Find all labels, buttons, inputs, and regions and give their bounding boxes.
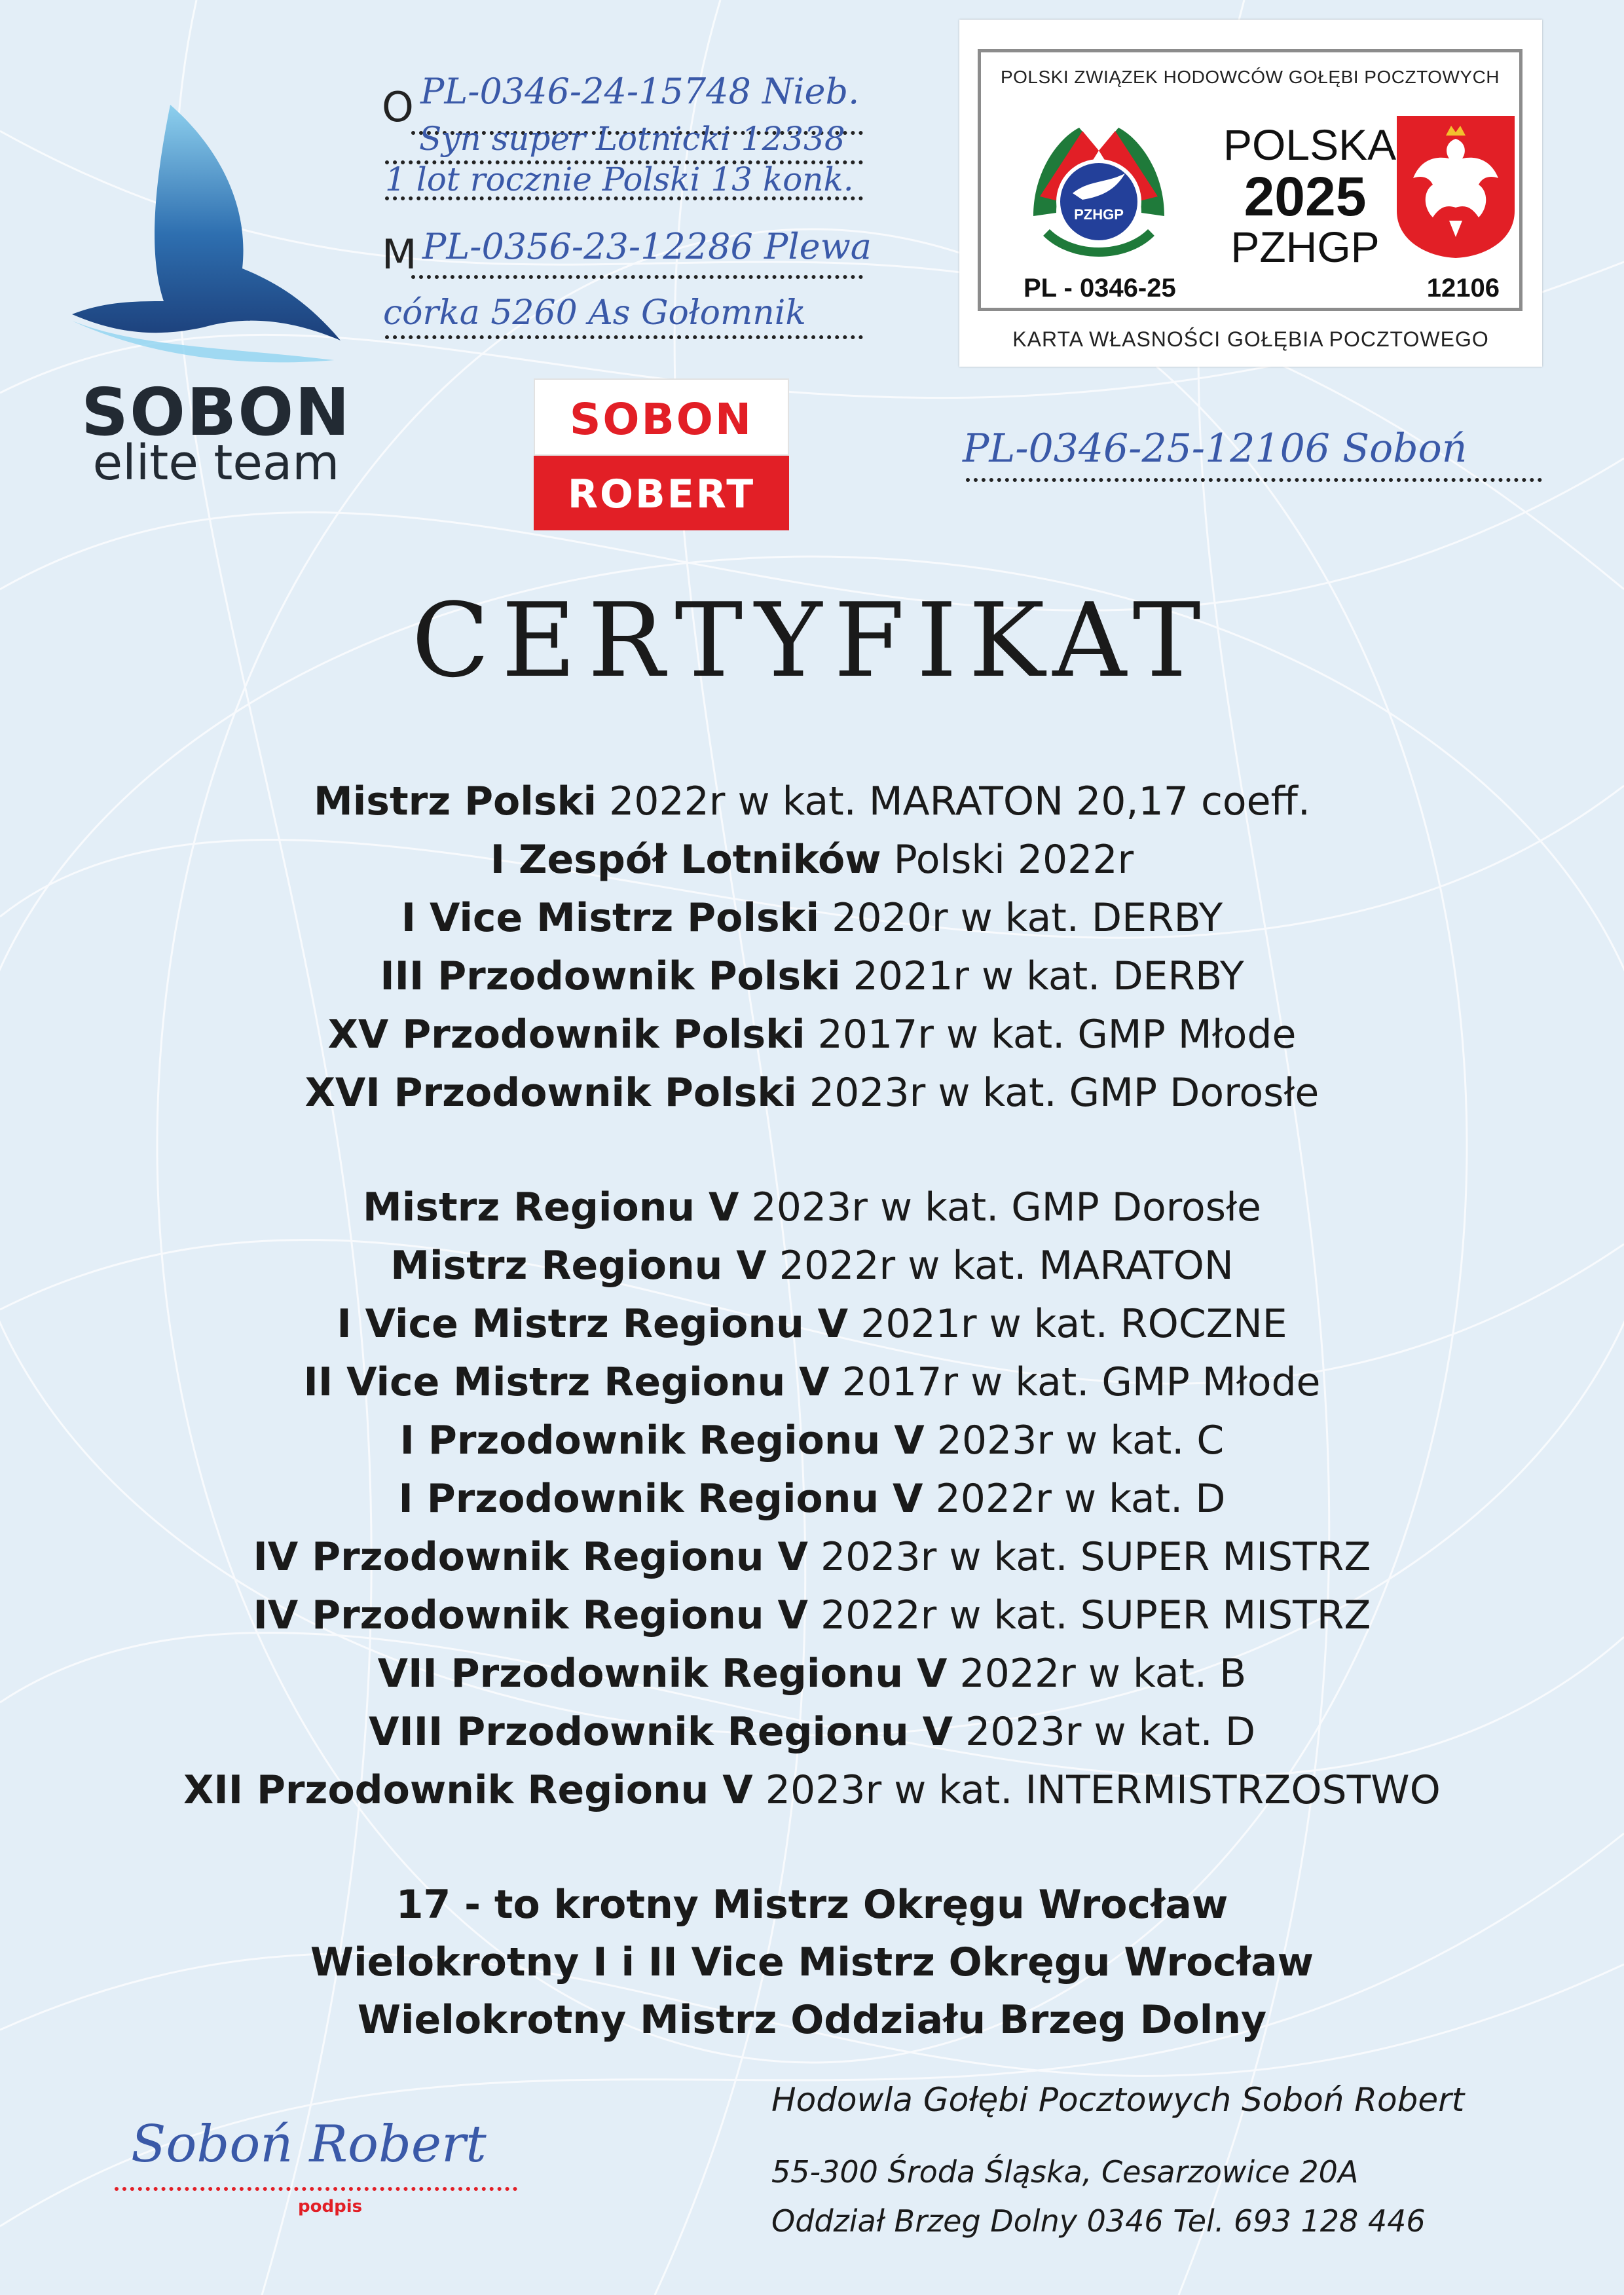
mother-dotted-line-2 (385, 335, 863, 339)
father-dotted-line-3 (385, 196, 863, 200)
achievement-line (0, 1470, 1624, 1528)
achievement-line (0, 947, 1624, 1006)
achievement-title: III Przodownik Polski (380, 953, 841, 999)
card-year: 2025 (1244, 166, 1367, 227)
card-org: PZHGP (1230, 223, 1380, 271)
achievement-title: IV Przodownik Regionu V (253, 1534, 808, 1580)
card-union-name: POLSKI ZWIĄZEK HODOWCÓW GOŁĘBI POCZTOWYCH (1000, 67, 1500, 87)
achievement-detail: 2021r w kat. ROCZNE (848, 1301, 1287, 1347)
breeder-address: 55-300 Środa Śląska, Cesarzowice 20A (771, 2154, 1359, 2190)
achievement-detail: 2022r w kat. MARATON 20,17 coeff. (597, 779, 1310, 824)
father-line-2: Syn super Lotnicki 12338 (419, 120, 845, 158)
district-achievements (0, 1876, 1624, 2049)
achievement-line (0, 1064, 1624, 1122)
achievement-line (0, 1353, 1624, 1412)
achievement-title: I Vice Mistrz Regionu V (337, 1301, 849, 1347)
signature-label: podpis (298, 2197, 363, 2216)
achievement-line: Wielokrotny I i II Vice Mistrz Okręgu Wrocław (310, 1939, 1314, 1985)
elite-logo-tagline: elite team (92, 435, 340, 491)
achievement-title: VII Przodownik Regionu V (377, 1651, 948, 1697)
national-achievements (0, 773, 1624, 1122)
polish-eagle-emblem-icon (1393, 113, 1518, 261)
breeder-branch-phone: Oddział Brzeg Dolny 0346 Tel. 693 128 446 (771, 2203, 1426, 2239)
pzhgp-logo-icon (1020, 118, 1177, 275)
achievement-detail: 2022r w kat. B (947, 1651, 1247, 1697)
card-country: POLSKA (1223, 120, 1397, 169)
achievement-detail: 2023r w kat. D (953, 1709, 1256, 1755)
bird-ring-handwritten: PL-0346-25-12106 Soboń (963, 426, 1467, 471)
mother-line-1: PL-0356-23-12286 Plewa (422, 226, 872, 267)
achievement-line (0, 1528, 1624, 1587)
achievement-line (0, 1587, 1624, 1645)
achievement-title: Mistrz Regionu V (390, 1243, 767, 1289)
achievement-line (0, 773, 1624, 831)
achievement-detail: 2020r w kat. DERBY (819, 895, 1223, 941)
mother-line-2: córka 5260 As Gołomnik (383, 293, 806, 333)
achievement-title: I Przodownik Regionu V (398, 1476, 923, 1522)
achievement-title: I Zespół Lotników (490, 837, 881, 883)
achievement-line: 17 - to krotny Mistrz Okręgu Wrocław (396, 1882, 1228, 1928)
card-ring-number: PL - 0346-25 (1024, 274, 1176, 303)
achievement-title: Mistrz Polski (314, 779, 597, 824)
achievement-title: IV Przodownik Regionu V (253, 1592, 808, 1638)
achievement-detail: 2023r w kat. GMP Dorosłe (739, 1184, 1261, 1230)
card-caption: KARTA WŁASNOŚCI GOŁĘBIA POCZTOWEGO (1012, 327, 1489, 351)
achievement-detail: 2023r w kat. INTERMISTRZOSTWO (752, 1767, 1441, 1813)
breeder-name: Hodowla Gołębi Pocztowych Soboń Robert (771, 2081, 1465, 2119)
achievement-title: XVI Przodownik Polski (304, 1070, 797, 1116)
card-bird-number: 12106 (1426, 274, 1500, 303)
achievement-line (0, 831, 1624, 889)
achievement-line (0, 1761, 1624, 1820)
signature-dotted-line (115, 2187, 517, 2191)
achievement-title: XV Przodownik Polski (327, 1012, 805, 1057)
bird-wing-logo-icon (59, 105, 367, 386)
achievement-line (0, 1295, 1624, 1353)
sobon-robert-badge (534, 378, 790, 530)
signature: Soboń Robert (131, 2115, 487, 2174)
achievement-detail: 2022r w kat. MARATON (766, 1243, 1234, 1289)
bird-ring-dotted-line (966, 478, 1542, 482)
achievement-line (0, 1412, 1624, 1470)
elite-logo-name: SOBON (81, 374, 351, 450)
badge-line-2: ROBERT (567, 471, 756, 517)
achievement-line (0, 1703, 1624, 1761)
sobon-elite-team-logo (59, 105, 367, 498)
achievement-title: XII Przodownik Regionu V (183, 1767, 753, 1813)
achievement-detail: 2017r w kat. GMP Młode (805, 1012, 1297, 1057)
achievement-title: Mistrz Regionu V (363, 1184, 739, 1230)
achievement-line (0, 1645, 1624, 1703)
achievement-detail: 2022r w kat. D (923, 1476, 1226, 1522)
achievement-detail: 2022r w kat. SUPER MISTRZ (807, 1592, 1371, 1638)
pzhgp-logo-text: PZHGP (1074, 206, 1124, 223)
regional-achievements (0, 1179, 1624, 1820)
achievement-title: II Vice Mistrz Regionu V (303, 1359, 830, 1405)
achievement-detail: Polski 2022r (881, 837, 1134, 883)
father-label: O (382, 83, 414, 131)
father-line-3: 1 lot rocznie Polski 13 konk. (385, 160, 854, 198)
badge-line-1: SOBON (569, 394, 754, 445)
achievement-line (0, 1179, 1624, 1237)
achievement-line (0, 1237, 1624, 1295)
achievement-detail: 2021r w kat. DERBY (840, 953, 1244, 999)
achievement-title: I Vice Mistrz Polski (401, 895, 820, 941)
achievement-line (0, 1006, 1624, 1064)
achievement-detail: 2023r w kat. SUPER MISTRZ (807, 1534, 1371, 1580)
mother-dotted-line-1 (411, 275, 863, 279)
father-line-1: PL-0346-24-15748 Nieb. (420, 71, 860, 112)
achievement-line: Wielokrotny Mistrz Oddziału Brzeg Dolny (357, 1997, 1267, 2043)
achievement-line (0, 889, 1624, 947)
achievement-detail: 2023r w kat. C (924, 1418, 1225, 1463)
certificate-title: CERTYFIKAT (411, 581, 1213, 700)
mother-label: M (382, 230, 417, 278)
achievement-detail: 2017r w kat. GMP Młode (829, 1359, 1321, 1405)
achievement-title: I Przodownik Regionu V (399, 1418, 925, 1463)
pigeon-ownership-card (959, 20, 1542, 367)
achievement-detail: 2023r w kat. GMP Dorosłe (796, 1070, 1320, 1116)
achievement-title: VIII Przodownik Regionu V (368, 1709, 953, 1755)
